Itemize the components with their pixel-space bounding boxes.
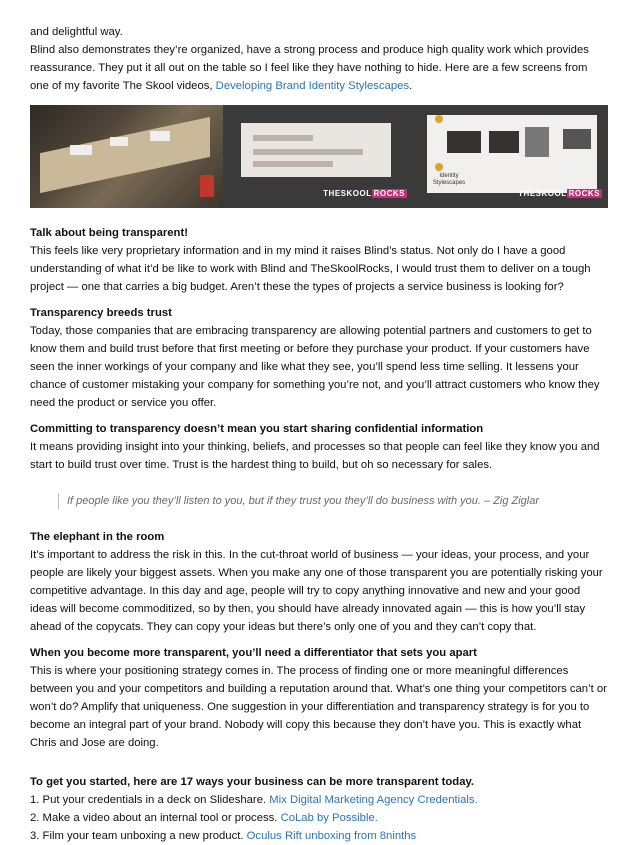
- board-bar: [253, 161, 333, 167]
- list-item: 2. Make a video about an internal tool or process. CoLab by Possible.: [30, 812, 378, 824]
- credentials-link[interactable]: Mix Digital Marketing Agency Credentials.: [269, 794, 478, 806]
- paper-shape: [150, 131, 170, 141]
- section-heading: When you become more transparent, you’ll need a differentiator that sets you apart: [30, 647, 477, 659]
- red-object: [200, 175, 214, 197]
- table-shape: [40, 117, 210, 193]
- section-body: It means providing insight into your thinking, beliefs, and processes so that people can feel like they know you and start to build trust over time. Trust is the hardest thing to build, but oh so necessary for sales.: [30, 441, 600, 471]
- section-body: Today, those companies that are embracing transparency are allowing potential partners and customers to get to know them and build trust before that first meeting or before they purchase your product. If your customers have seen the inner workings of your company and like what they see, you’ll spend less time selling. It lessens your chance of customer mistaking your company for something you’re not, and you’ll attract customers who know they need the product or service you offer.: [30, 325, 600, 409]
- board-box: [525, 127, 549, 157]
- board-box: [489, 131, 519, 153]
- colab-link[interactable]: CoLab by Possible.: [280, 812, 378, 824]
- stylescapes-link[interactable]: Developing Brand Identity Stylescapes: [215, 80, 410, 92]
- paper-shape: [110, 137, 128, 146]
- board-bar: [253, 135, 313, 141]
- board-box: [563, 129, 591, 149]
- oculus-link[interactable]: Oculus Rift unboxing from 8ninths: [246, 830, 417, 842]
- section-heading: Committing to transparency doesn’t mean you start sharing confidential information: [30, 423, 484, 435]
- section-body: This feels like very proprietary information and in my mind it raises Blind’s status. Not only do I have a good understanding of what it’d be like to work with Blind and TheSkoolRocks, I would trust them to deliver on a tough project — one that carries a big budget. Aren’t these the types of projects a service business is looking for?: [30, 245, 591, 293]
- screenshot-studio-table[interactable]: [30, 105, 223, 208]
- section-heading: The elephant in the room: [30, 531, 165, 543]
- identity-label: Identity Stylescapes: [432, 173, 466, 186]
- article: [30, 23, 608, 845]
- board-bar: [253, 149, 363, 155]
- theskool-logo: THESKOOL ROCKS: [323, 189, 405, 198]
- list-heading: To get you started, here are 17 ways your business can be more transparent today.: [30, 776, 475, 788]
- marker-dot: [435, 115, 443, 123]
- marker-dot: [435, 163, 443, 171]
- section-heading: Transparency breeds trust: [30, 307, 172, 319]
- board-box: [447, 131, 481, 153]
- screenshot-moodboard[interactable]: [223, 105, 413, 208]
- blockquote: If people like you they’ll listen to you, but if they trust you they’ll do business with you. – Zig Ziglar: [58, 493, 608, 509]
- section-heading: Talk about being transparent!: [30, 227, 188, 239]
- video-screenshots: [30, 105, 608, 208]
- intro-text: Blind also demonstrates they’re organized, have a strong process and produce high quality work which provides reassurance. They put it all out on the table so I feel like they have nothing to hide. Here are a few screens from one of my favorite The Skool videos,: [30, 44, 589, 92]
- section-body: It’s important to address the risk in this. In the cut-throat world of business — your ideas, your process, and your people are likely your biggest assets. When you make any one of those transparent you are potentially risking your competitive advantage. In this day and age, people will try to copy anything innovative and new and your good ideas will become commoditized, so by then, you should have already innovated again — this is how you’ll stay ahead of the copycats. They can copy your ideas but there’s only one of you and they can’t copy that.: [30, 549, 603, 633]
- intro-paragraph: [30, 41, 608, 95]
- list-item: 3. Film your team unboxing a new product. Oculus Rift unboxing from 8ninths: [30, 830, 417, 842]
- section-body: This is where your positioning strategy comes in. The process of finding one or more meaningful differences between you and your competitors and building a reputation around that. What’s one thing your competitors can’t or won’t do? Amplify that uniqueness. One suggestion in your differentiation and transparency strategy is for you to become an integral part of your brand. Nobody will copy this because they don’t have you. This is exactly what Chris and Jose are doing.: [30, 665, 607, 749]
- intro-end: .: [409, 80, 413, 92]
- list-item: 1. Put your credentials in a deck on Slideshare. Mix Digital Marketing Agency Credentials.: [30, 794, 478, 806]
- paper-shape: [70, 145, 92, 155]
- screenshot-stylescapes[interactable]: [413, 105, 608, 208]
- intro-line: and delightful way.: [30, 26, 123, 38]
- theskool-logo: THESKOOL ROCKS: [518, 189, 600, 198]
